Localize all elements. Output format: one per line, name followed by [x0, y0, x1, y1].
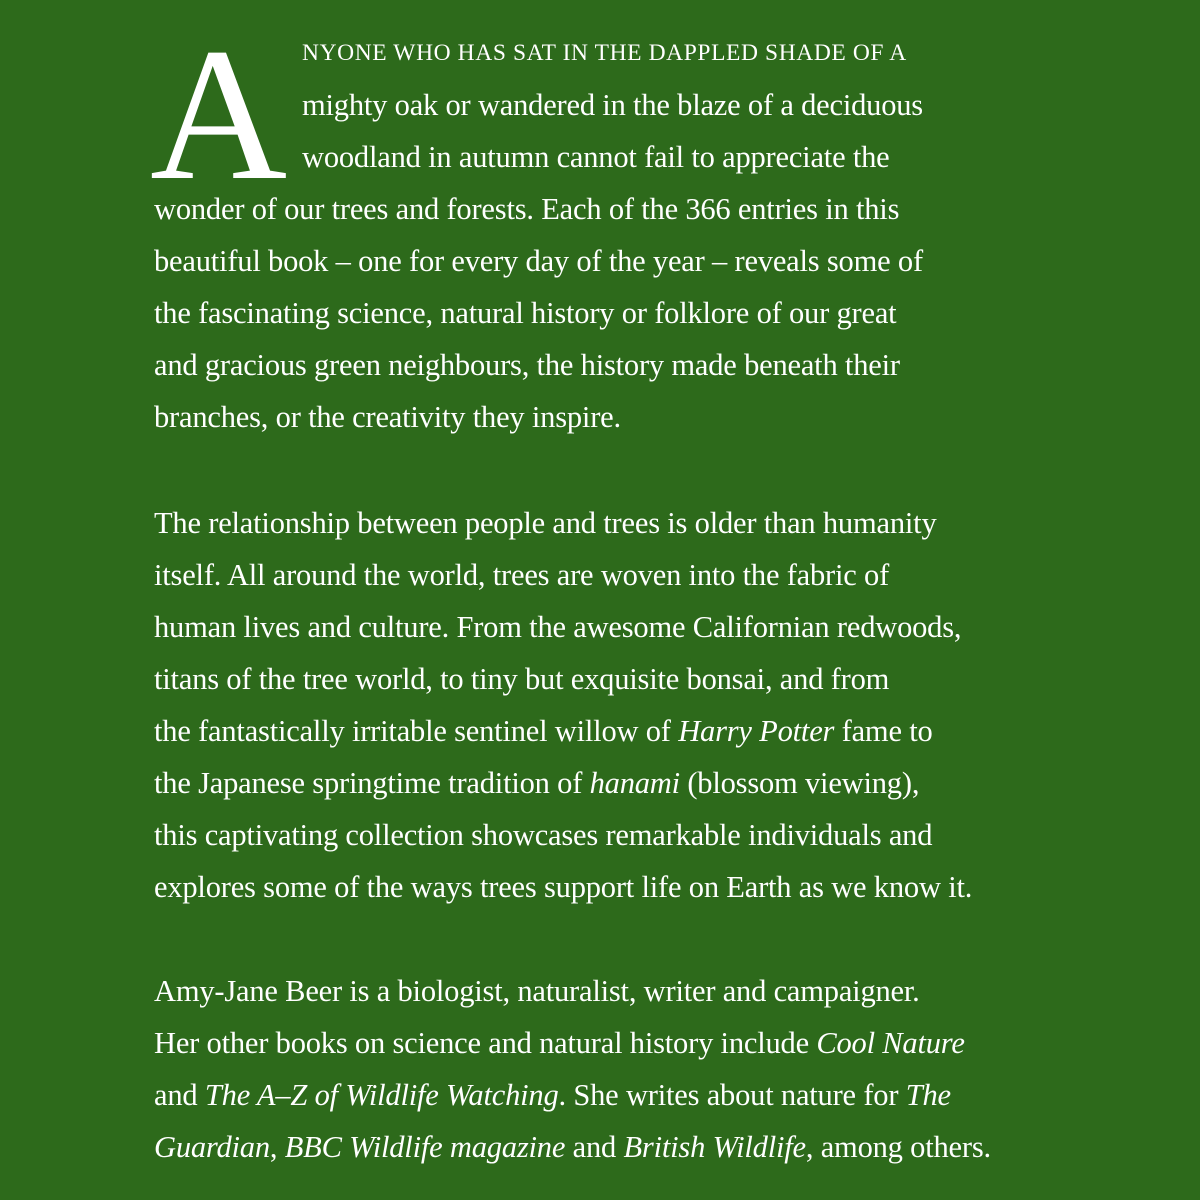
p2-line-5 [154, 716, 933, 747]
intro-line-1: NYONE WHO HAS SAT IN THE DAPPLED SHADE OF A [302, 40, 907, 66]
p2-line-3: human lives and culture. From the awesome Californian redwoods, [154, 610, 962, 644]
intro-line-8: branches, or the creativity they inspire. [154, 400, 621, 434]
intro-line-2: mighty oak or wandered in the blaze of a deciduous [302, 88, 923, 122]
author-line-3-text: and [154, 1078, 205, 1112]
title-harry-potter: Harry Potter [678, 714, 835, 748]
p2-line-4: titans of the tree world, to tiny but exquisite bonsai, and from [154, 662, 890, 696]
intro-line-4: wonder of our trees and forests. Each of the 366 entries in this [154, 192, 900, 226]
title-az-wildlife: The A–Z of Wildlife Watching [204, 1078, 559, 1112]
title-bbc-wildlife: BBC Wildlife magazine [284, 1130, 566, 1164]
p2-line-6-text: the Japanese springtime tradition of [154, 766, 590, 800]
author-line-2-text: Her other books on science and natural history include [154, 1026, 817, 1060]
intro-line-3: woodland in autumn cannot fail to appreciate the [302, 140, 890, 174]
title-guardian-part1: The [905, 1078, 951, 1112]
title-british-wildlife: British Wildlife [623, 1130, 806, 1164]
p2-line-7: this captivating collection showcases remarkable individuals and [154, 818, 933, 852]
p2-line-6-tail: (blossom viewing), [679, 766, 920, 800]
p2-line-5-text: the fantastically irritable sentinel willow of [154, 714, 679, 748]
p2-line-8: explores some of the ways trees support life on Earth as we know it. [154, 870, 973, 904]
intro-line-6: the fascinating science, natural history or folklore of our great [154, 296, 897, 330]
author-line-4 [154, 1132, 991, 1163]
author-line-1: Amy-Jane Beer is a biologist, naturalist, writer and campaigner. [154, 974, 920, 1008]
author-line-4-sep: , [269, 1130, 285, 1164]
author-line-3 [154, 1080, 951, 1111]
author-line-4-tail: , among others. [805, 1130, 991, 1164]
p2-line-1: The relationship between people and trees is older than humanity [154, 506, 937, 540]
intro-line-5: beautiful book – one for every day of the year – reveals some of [154, 244, 923, 278]
drop-cap: A [150, 10, 288, 220]
p2-line-5-tail: fame to [834, 714, 933, 748]
author-line-3-mid: . She writes about nature for [558, 1078, 906, 1112]
p2-line-2: itself. All around the world, trees are woven into the fabric of [154, 558, 890, 592]
author-line-2 [154, 1028, 965, 1059]
title-guardian-part2: Guardian [154, 1130, 270, 1164]
title-cool-nature: Cool Nature [816, 1026, 965, 1060]
p2-line-6 [154, 768, 919, 799]
term-hanami: hanami [589, 766, 680, 800]
author-line-4-mid: and [565, 1130, 624, 1164]
intro-line-7: and gracious green neighbours, the history made beneath their [154, 348, 900, 382]
